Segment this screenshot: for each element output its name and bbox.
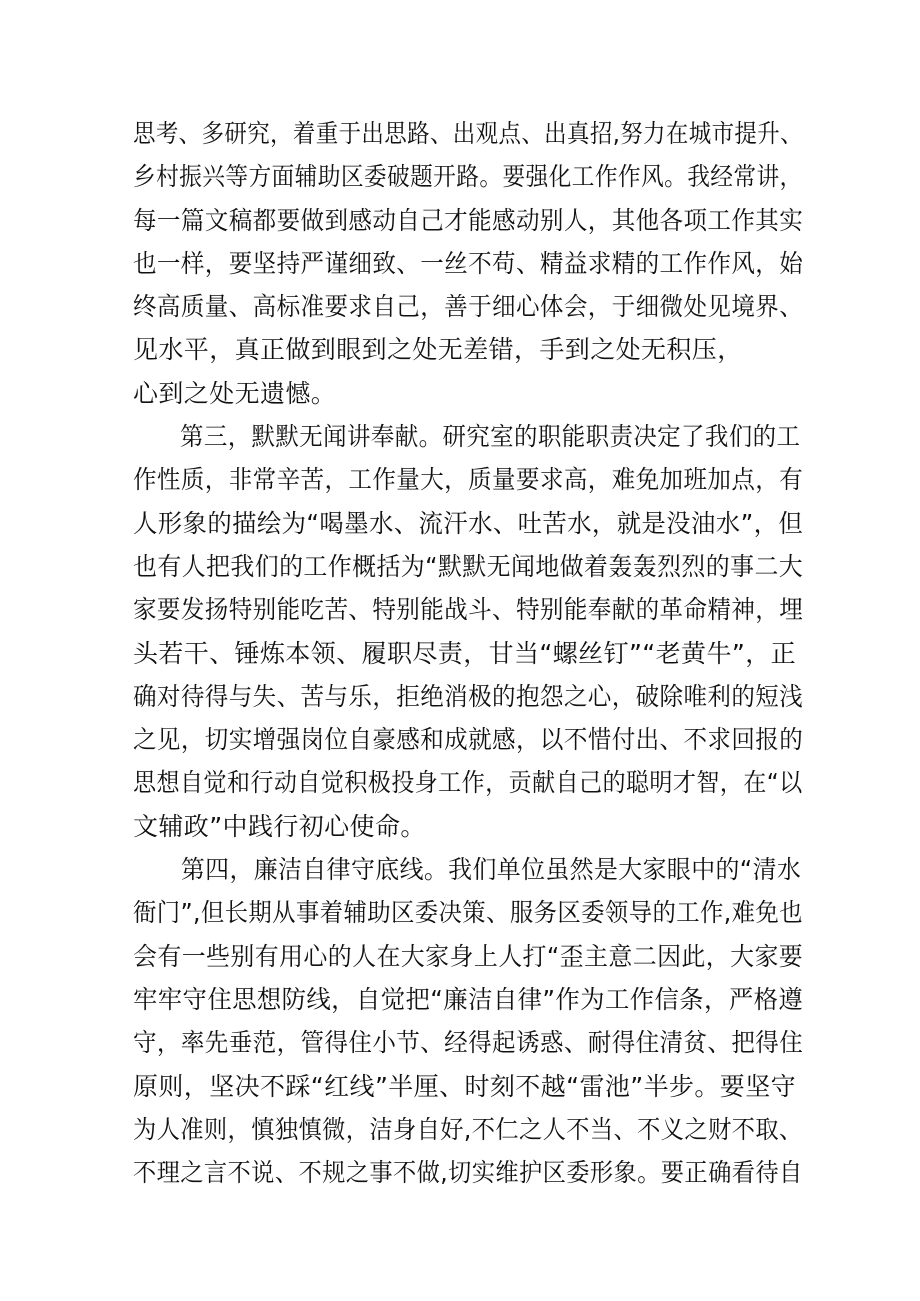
document-body (133, 112, 803, 1194)
text-line: 思考、多研究，着重于出思路、出观点、出真招,努力在城市提升、 (133, 119, 803, 148)
text-line: 终高质量、高标准要求自己，善于细心体会，于细微处见境界、 (133, 292, 804, 322)
text-line: 人形象的描绘为“喝墨水、流汗水、吐苦水，就是没油水”，但 (133, 508, 804, 538)
text-line: 确对待得与失、苦与乐，拒绝消极的抱怨之心，破除唯利的短浅 (133, 681, 804, 711)
text-line: 原则，坚决不踩“红线”半厘、时刻不越“雷池”半步。要坚守 (133, 1071, 797, 1101)
text-line: 也有人把我们的工作概括为“默默无闻地做着轰轰烈烈的事二大 (133, 551, 804, 581)
text-line: 不理之言不说、不规之事不做,切实维护区委形象。要正确看待自 (133, 1158, 803, 1188)
text-line: 牢牢守住思想防线，自觉把“廉洁自律”作为工作信条，严格遵 (133, 984, 804, 1014)
text-line: 乡村振兴等方面辅助区委破题开路。要强化工作作风。我经常讲， (133, 162, 803, 192)
text-line: 家要发扬特别能吃苦、特别能战斗、特别能奉献的革命精神，埋 (133, 595, 804, 625)
text-line: 第四，廉洁自律守底线。我们单位虽然是大家眼中的“清水 (180, 855, 802, 885)
text-line: 见水平，真正做到眼到之处无差错，手到之处无积压， (133, 335, 743, 365)
text-line: 为人准则，慎独慎微，洁身自好,不仁之人不当、不义之财不取、 (133, 1114, 803, 1144)
text-line: 每一篇文稿都要做到感动自己才能感动别人，其他各项工作其实 (133, 205, 804, 235)
text-line: 第三，默默无闻讲奉献。研究室的职能职责决定了我们的工 (179, 422, 801, 452)
text-line: 守，率先垂范，管得住小节、经得起诱惑、耐得住清贫、把得住 (133, 1028, 804, 1058)
text-line: 心到之处无遗憾。 (133, 378, 337, 408)
text-line: 思想自觉和行动自觉积极投身工作，贡献自己的聪明才智，在“以 (133, 768, 803, 798)
text-line: 会有一些别有用心的人在大家身上人打“歪主意二因此，大家要 (133, 941, 804, 971)
text-line: 之见，切实增强岗位自豪感和成就感，以不惜付出、不求回报的 (133, 725, 804, 755)
text-line: 也一样，要坚持严谨细致、一丝不苟、精益求精的工作作风，始 (133, 248, 804, 278)
text-line: 作性质，非常辛苦，工作量大，质量要求高，难免加班加点，有 (133, 465, 804, 495)
text-line: 头若干、锤炼本领、履职尽责，甘当“螺丝钉”“老黄牛”，正 (133, 638, 797, 668)
text-line: 文辅政”中践行初心使命。 (133, 811, 426, 841)
text-line: 衙门”,但长期从事着辅助区委决策、服务区委领导的工作,难免也 (133, 898, 803, 928)
